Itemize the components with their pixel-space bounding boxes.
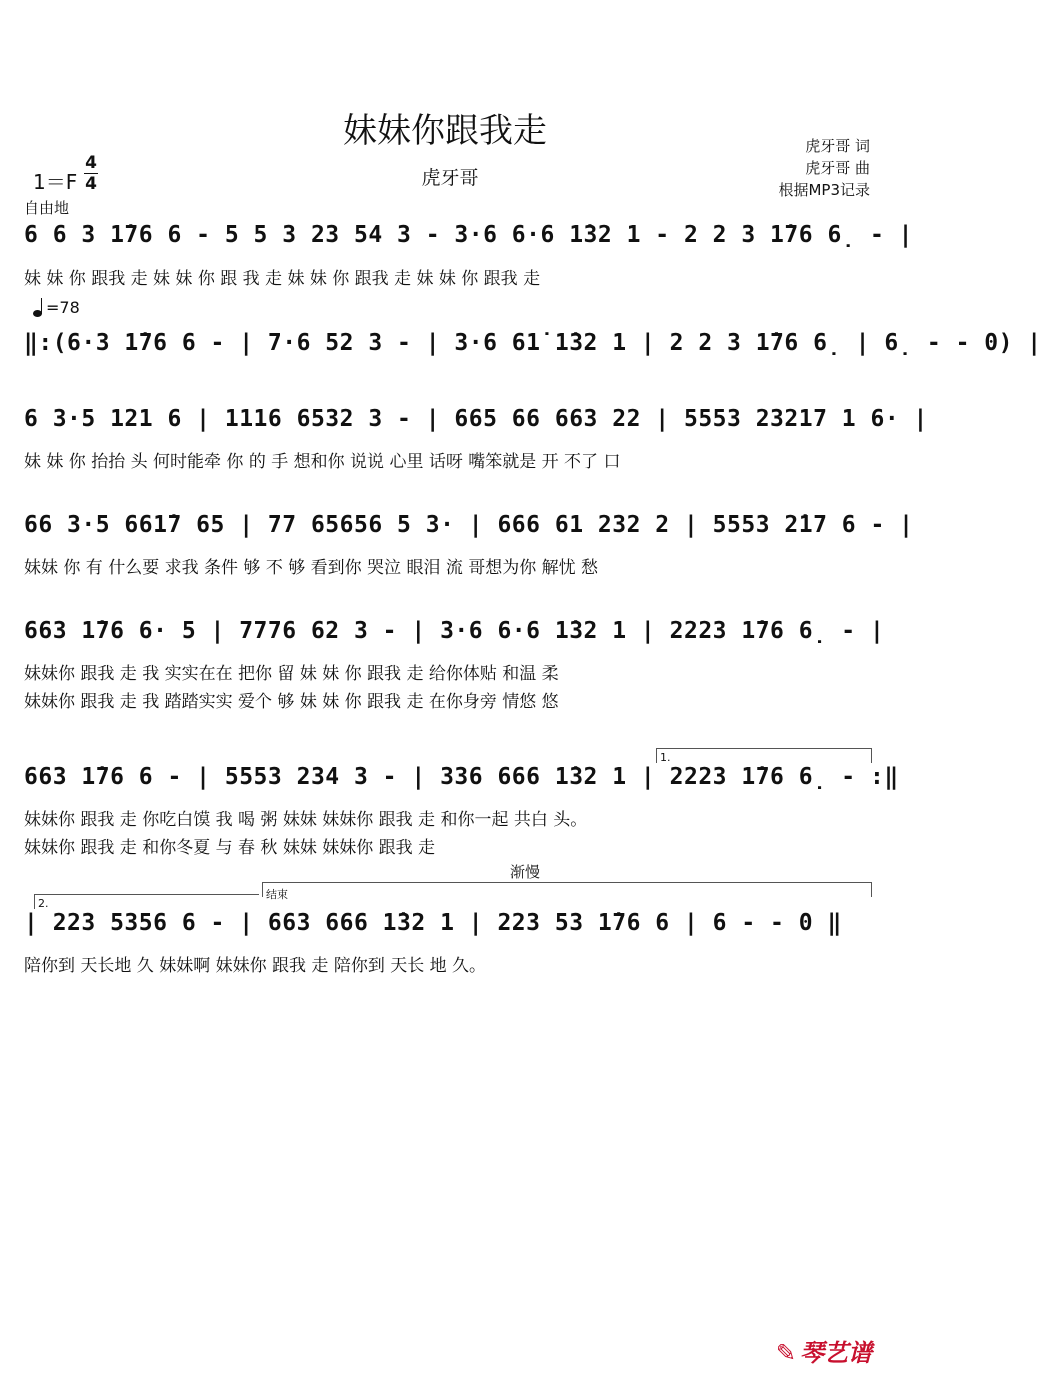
notation-line-7: | 223 5356 6 - | 663 666 1̇32 1 | 223 53 1̇76 6 | 6 - - 0 ‖ — [24, 910, 842, 936]
volta-1-label: 1. — [660, 751, 671, 764]
notation-line-1: 6 6 3 1̇76 6 - 5 5 3 23 54 3 - 3·6 6·6 1̇32 1 - 2 2 3 1̇76 6̣ - | — [24, 222, 914, 248]
lyric-line-5b: 妹妹你 跟我 走 我 踏踏实实 爱个 够 妹 妹 你 跟我 走 在你身旁 情悠 悠 — [24, 692, 559, 712]
notation-line-4: 66 3·5 661̇7 65 | 77 65656 5 3· | 666 61 232 2 | 5553 2̇17 6 - | — [24, 512, 914, 538]
lyric-line-3: 妹 妹 你 抬抬 头 何时能牵 你 的 手 想和你 说说 心里 话呀 嘴笨就是 开 不了 口 — [24, 452, 621, 472]
volta-bracket-2 — [34, 894, 259, 909]
time-signature-bottom: 4 — [85, 174, 97, 194]
ending-label: 结束 — [266, 888, 288, 901]
site-logo — [776, 1333, 872, 1368]
lyric-line-7: 陪你到 天长地 久 妹妹啊 妹妹你 跟我 走 陪你到 天长 地 久。 — [24, 956, 487, 976]
notation-line-2: ‖:(6·3 1̇76 6 - | 7·6 52 3 - | 3·6 61̇ 1̇32 1 | 2 2 3 1̇76 6̣ | 6̣ - - 0) | — [24, 330, 1042, 356]
intro-mark: 自由地 — [24, 199, 70, 217]
notation-line-5: 663 1̇76 6· 5 | 7776 62 3 - | 3·6 6·6 1̇32 1 | 2223 1̇76 6̣ - | — [24, 618, 885, 644]
ending-bracket — [262, 882, 872, 897]
quarter-note-icon — [33, 310, 42, 317]
lyricist-credit: 虎牙哥 词 — [805, 137, 870, 155]
volta-bracket-1 — [656, 748, 872, 763]
source-credit: 根据MP3记录 — [778, 181, 870, 199]
lyric-line-4: 妹妹 你 有 什么要 求我 条件 够 不 够 看到你 哭泣 眼泪 流 哥想为你 解忧 愁 — [24, 558, 599, 578]
lyric-line-6a: 妹妹你 跟我 走 你吃白馍 我 喝 粥 妹妹 妹妹你 跟我 走 和你一起 共白 头。 — [24, 810, 588, 830]
composer-credit: 虎牙哥 曲 — [805, 159, 870, 177]
notation-line-6: 663 1̇76 6 - | 5553 234 3 - | 336 666 1̇32 1 | 2223 1̇76 6̣ - :‖ — [24, 764, 899, 790]
lyric-line-1: 妹 妹 你 跟我 走 妹 妹 你 跟 我 走 妹 妹 你 跟我 走 妹 妹 你 跟我 走 — [24, 269, 541, 289]
ritard-mark: 渐慢 — [510, 863, 541, 881]
tempo-mark — [33, 298, 80, 317]
singer-name: 虎牙哥 — [421, 167, 479, 189]
notation-line-3: 6 3·5 121 6 | 1116 6532 3 - | 665 66 663 22 | 5553 23217 1 6· | — [24, 406, 928, 432]
logo-text: 琴艺谱 — [800, 1339, 872, 1367]
logo-mark-icon: ✎ — [775, 1339, 796, 1367]
lyric-line-5a: 妹妹你 跟我 走 我 实实在在 把你 留 妹 妹 你 跟我 走 给你体贴 和温 柔 — [24, 664, 559, 684]
lyric-line-6b: 妹妹你 跟我 走 和你冬夏 与 春 秋 妹妹 妹妹你 跟我 走 — [24, 838, 436, 858]
time-signature-top: 4 — [85, 153, 97, 173]
time-signature — [84, 154, 98, 193]
volta-2-label: 2. — [38, 897, 49, 910]
page-title: 妹妹你跟我走 — [343, 111, 547, 151]
key-signature: 1＝F — [33, 170, 78, 194]
tempo-value: =78 — [46, 298, 80, 317]
